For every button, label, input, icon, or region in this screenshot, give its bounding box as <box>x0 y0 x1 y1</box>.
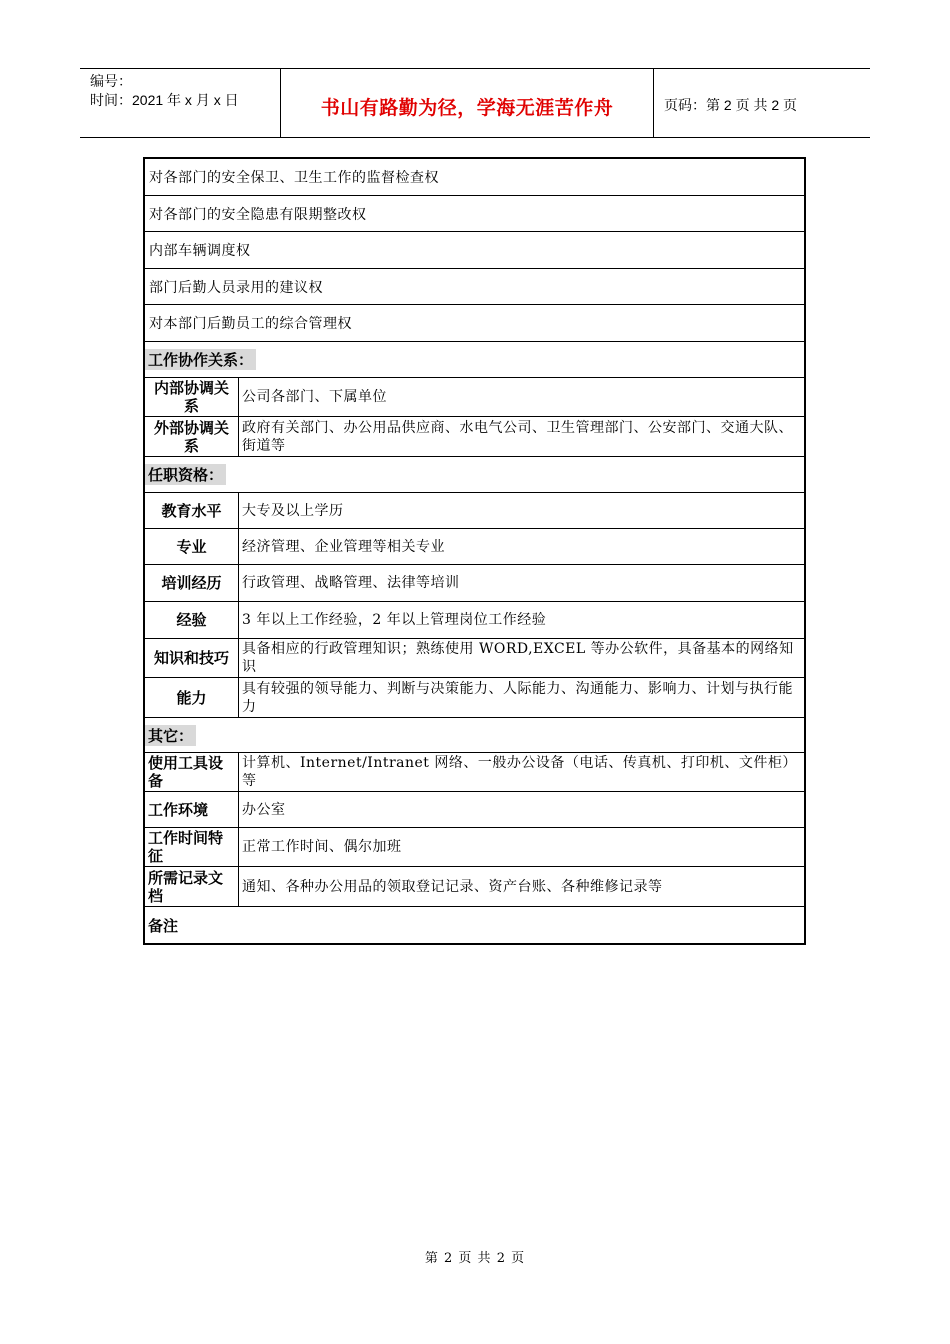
page-header <box>80 68 870 138</box>
table-row <box>145 828 804 867</box>
page-footer: 第 2 页 共 2 页 <box>424 1251 526 1266</box>
row-label: 使用工具设备 <box>145 753 239 791</box>
row-value: 经济管理、企业管理等相关专业 <box>242 538 445 555</box>
table-row <box>145 493 804 529</box>
authority-item: 对各部门的安全隐患有限期整改权 <box>149 206 367 223</box>
job-description-table <box>143 157 806 945</box>
table-row <box>145 378 804 417</box>
row-value: 行政管理、战略管理、法律等培训 <box>242 575 460 591</box>
row-label: 工作时间特征 <box>145 828 239 866</box>
section-title: 其它： <box>145 725 196 746</box>
header-motto-cell <box>281 69 654 137</box>
remarks-label: 备注 <box>148 916 179 935</box>
row-label: 知识和技巧 <box>145 639 239 677</box>
document-number-label: 编号： <box>90 73 132 89</box>
row-label: 所需记录文档 <box>145 867 239 906</box>
table-row <box>145 867 804 907</box>
table-row <box>145 678 804 718</box>
row-value: 办公室 <box>242 801 286 818</box>
authority-row <box>145 232 804 269</box>
row-value: 3 年以上工作经验，2 年以上管理岗位工作经验 <box>242 612 547 628</box>
row-label: 外部协调关系 <box>145 417 239 456</box>
row-label: 教育水平 <box>145 493 239 528</box>
table-row <box>145 753 804 792</box>
row-value: 政府有关部门、办公用品供应商、水电气公司、卫生管理部门、公安部门、交通大队、街道等 <box>242 419 793 454</box>
row-label: 经验 <box>145 602 239 638</box>
authority-row <box>145 269 804 305</box>
row-value: 正常工作时间、偶尔加班 <box>242 839 402 855</box>
row-value: 计算机、Internet/Intranet 网络、一般办公设备（电话、传真机、打印机、文件柜）等 <box>242 755 797 789</box>
row-label: 工作环境 <box>145 792 239 827</box>
authority-item: 对本部门后勤员工的综合管理权 <box>149 316 352 332</box>
remarks-row <box>145 907 804 943</box>
authority-item: 内部车辆调度权 <box>149 243 251 259</box>
table-row <box>145 417 804 457</box>
table-row <box>145 639 804 678</box>
section-header-qualifications <box>145 457 804 493</box>
row-value: 具备相应的行政管理知识；熟练使用 WORD,EXCEL 等办公软件，具备基本的网络知识 <box>242 641 794 675</box>
header-motto: 书山有路勤为径，学海无涯苦作舟 <box>320 97 614 119</box>
header-page-cell <box>654 69 870 137</box>
document-date: 时间：2021 年 x 月 x 日 <box>90 92 239 108</box>
row-label: 专业 <box>145 529 239 564</box>
row-label: 培训经历 <box>145 565 239 601</box>
authority-row <box>145 305 804 342</box>
row-value: 通知、各种办公用品的领取登记记录、资产台账、各种维修记录等 <box>242 878 663 895</box>
section-title: 工作协作关系： <box>145 349 256 370</box>
authority-row <box>145 159 804 196</box>
table-row <box>145 792 804 828</box>
row-value: 具有较强的领导能力、判断与决策能力、人际能力、沟通能力、影响力、计划与执行能力 <box>242 680 793 715</box>
section-title: 任职资格： <box>145 464 226 485</box>
row-value: 大专及以上学历 <box>242 502 344 519</box>
section-header-other <box>145 718 804 753</box>
authority-row <box>145 196 804 232</box>
row-label: 内部协调关系 <box>145 378 239 416</box>
authority-item: 对各部门的安全保卫、卫生工作的监督检查权 <box>149 170 439 186</box>
row-value: 公司各部门、下属单位 <box>242 389 387 405</box>
row-label: 能力 <box>145 678 239 717</box>
header-page-number: 页码：第 2 页 共 2 页 <box>664 97 798 113</box>
table-row <box>145 565 804 602</box>
section-header-cooperation <box>145 342 804 378</box>
header-meta-cell <box>80 69 281 137</box>
authority-item: 部门后勤人员录用的建议权 <box>149 279 323 296</box>
table-row <box>145 602 804 639</box>
table-row <box>145 529 804 565</box>
